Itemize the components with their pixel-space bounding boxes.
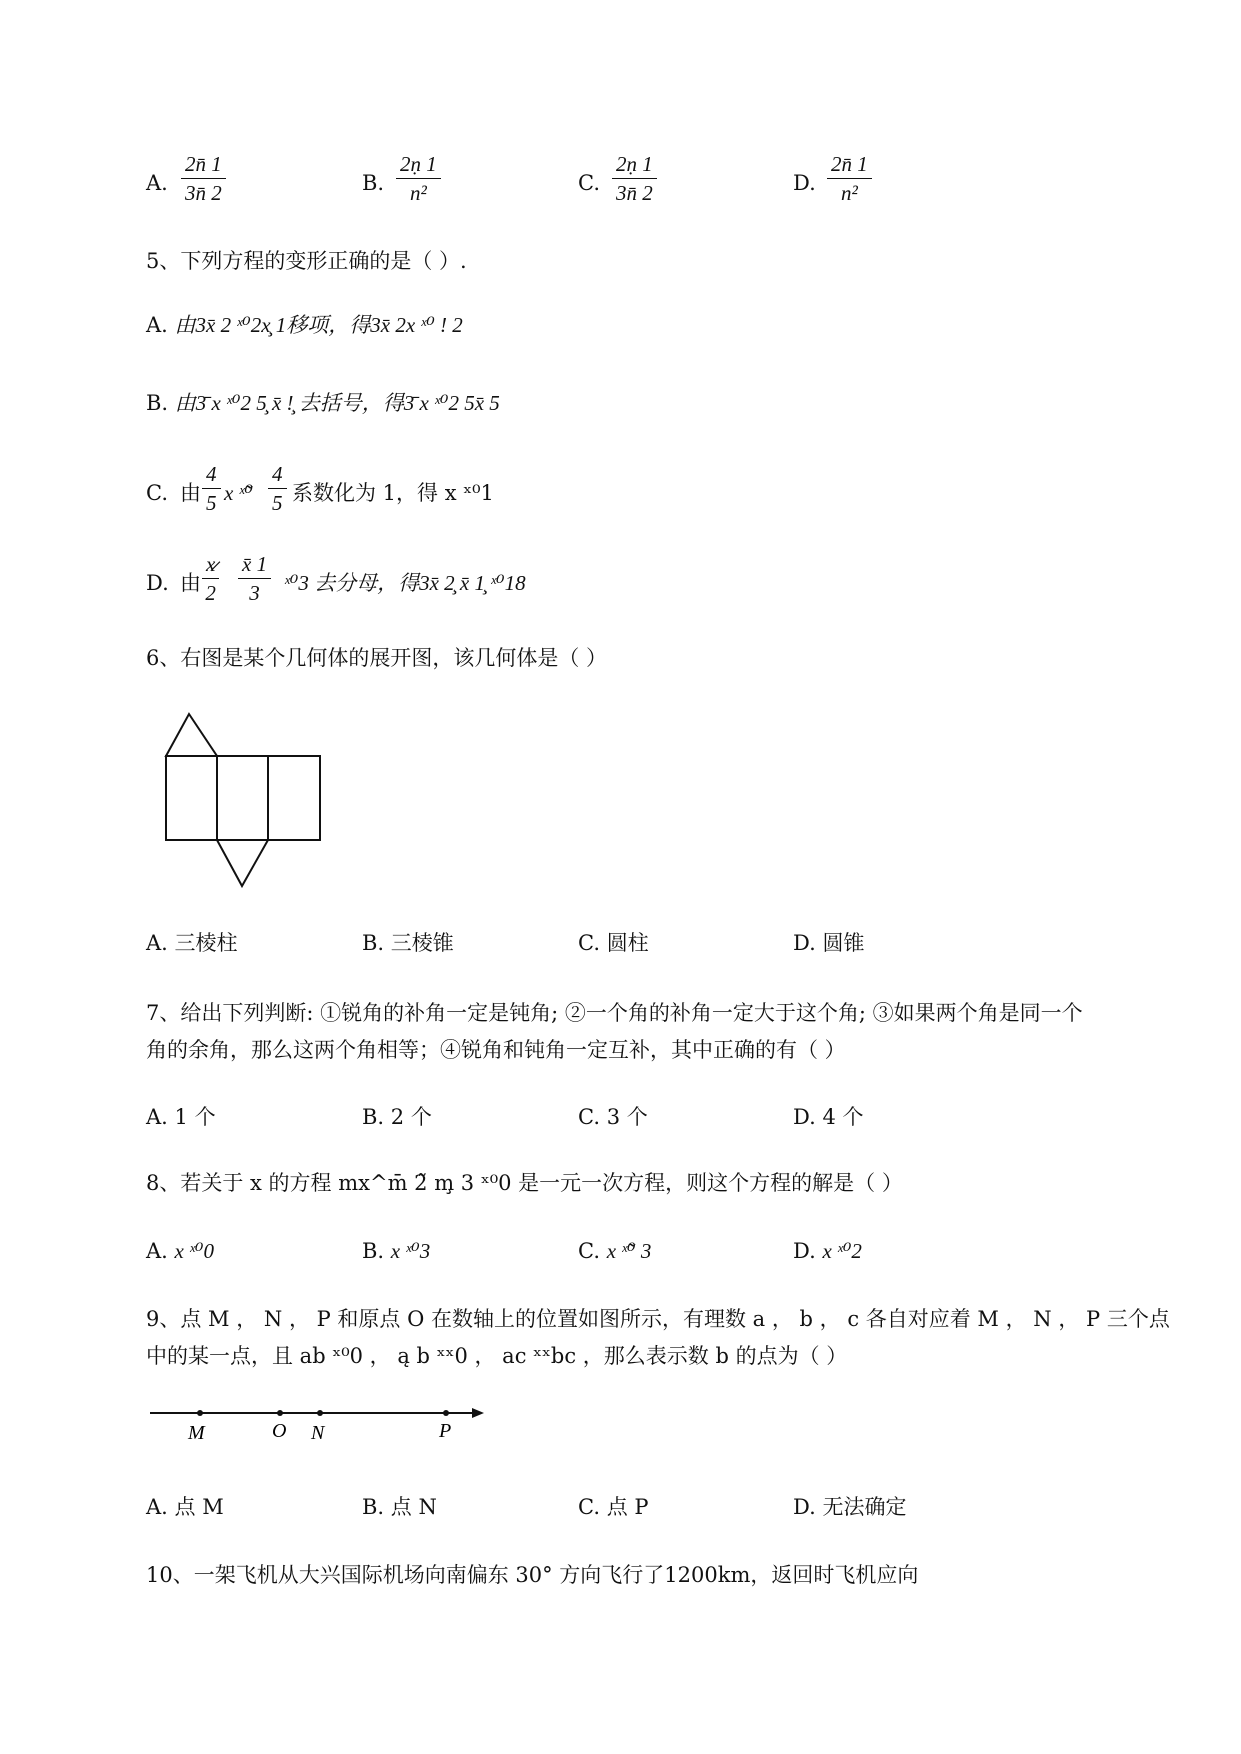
q5-option-c-fraction-1-num: 4 [202, 460, 221, 489]
point-m-dot [197, 1410, 203, 1416]
q7-stem-line-2: 角的余角，那么这两个角相等；④锐角和钝角一定互补，其中正确的有（ ） [146, 1038, 846, 1062]
point-p-dot [443, 1410, 449, 1416]
q5-option-d-fraction-1-num: x̷ [202, 550, 219, 579]
q7-option-b: B. 2 个 [362, 1105, 432, 1129]
net-rect-1 [166, 756, 217, 840]
point-p-label: P [439, 1420, 452, 1442]
q5-option-d-fraction-2 [238, 550, 271, 607]
q5-option-c-fraction-1-den: 5 [206, 491, 217, 515]
net-rect-2 [217, 756, 268, 840]
q4-option-d-numerator: 2n̄ 1 [827, 150, 872, 179]
q5-option-d-letter: D. [146, 571, 169, 595]
q4-option-b-denominator: n² [409, 181, 427, 205]
q5-option-a [146, 310, 463, 340]
q5-option-c-fraction-2-num: 4 [268, 460, 287, 489]
q4-option-a-letter: A. [146, 171, 168, 195]
number-line-diagram [148, 1398, 488, 1448]
q5-option-c-fraction-1 [202, 460, 221, 517]
q7-option-c: C. 3 个 [578, 1105, 648, 1129]
q5-stem: 5、下列方程的变形正确的是（ ）. [146, 249, 467, 273]
q5-option-d-post: ˣ⁰3 去分母，得3x̄ 2̧ x̄ 1̧ ˣ⁰18 [284, 571, 526, 595]
q4-option-d-denominator: n² [840, 181, 858, 205]
q5-option-d-fraction-1-den: 2 [205, 581, 216, 605]
q5-option-b [146, 388, 500, 418]
q7-stem-line-1: 7、给出下列判断: ①锐角的补角一定是钝角; ②一个角的补角一定大于这个角; ③如果两个角是同一个 [146, 1001, 1083, 1025]
q9-option-c: C. 点 P [578, 1495, 649, 1519]
q9-option-d: D. 无法确定 [793, 1495, 907, 1519]
q5-option-a-text: 由3x̄ 2 ˣ⁰2x̧ 1移项，得3x̄ 2x ˣ⁰ ! 2 [174, 313, 463, 337]
q9-option-b: B. 点 N [362, 1495, 437, 1519]
q4-option-b-numerator: 2ṇ 1 [396, 150, 441, 179]
number-line-arrow [472, 1408, 484, 1418]
q5-option-c-fraction-2 [268, 460, 287, 517]
q4-option-a-denominator: 3n̄ 2 [185, 181, 222, 205]
q6-stem: 6、右图是某个几何体的展开图，该几何体是（ ） [146, 646, 608, 670]
q4-option-c-denominator: 3n̄ 2 [616, 181, 653, 205]
q6-option-a: A. 三棱柱 [146, 931, 238, 955]
point-o-label: O [272, 1420, 287, 1442]
q5-option-c-mid: x ˣ̃⁰ [224, 481, 253, 505]
q4-option-b-fraction [396, 150, 441, 207]
q8-option-d: D. x ˣ⁰2 [793, 1239, 862, 1263]
q5-option-d-pre: 由 [180, 571, 201, 595]
q5-option-d-fraction-1 [202, 550, 219, 607]
point-n-dot [317, 1410, 323, 1416]
point-m-label: M [188, 1422, 205, 1444]
net-rect-3 [268, 756, 320, 840]
q5-option-c-fraction-2-den: 5 [272, 491, 283, 515]
q7-option-d: D. 4 个 [793, 1105, 864, 1129]
q7-option-a: A. 1 个 [146, 1105, 216, 1129]
q5-option-c-post: 系数化为 1，得 x ˣ⁰1 [292, 481, 494, 505]
q9-stem-line-1: 9、点 M ， N ， P 和原点 O 在数轴上的位置如图所示，有理数 a ， b ， c 各自对应着 M ， N ， P 三个点 [146, 1307, 1170, 1331]
q4-option-c-letter: C. [578, 171, 600, 195]
net-top-triangle [166, 714, 217, 756]
q10-stem: 10、一架飞机从大兴国际机场向南偏东 30° 方向飞行了1200km，返回时飞机应向 [146, 1563, 919, 1587]
q6-option-d: D. 圆锥 [793, 931, 865, 955]
net-bottom-triangle [217, 840, 268, 886]
q6-option-c: C. 圆柱 [578, 931, 649, 955]
q4-option-a-fraction [181, 150, 226, 207]
q8-option-b: B. x ˣ⁰3 [362, 1239, 431, 1263]
q5-option-d-fraction-2-num: x̄ 1 [238, 550, 271, 579]
q4-option-c-numerator: 2ṇ 1 [612, 150, 657, 179]
q4-option-c-fraction [612, 150, 657, 207]
q8-option-a: A. x ˣ⁰0 [146, 1239, 214, 1263]
q4-option-b-letter: B. [362, 171, 385, 195]
prism-net-diagram [160, 708, 330, 894]
q4-option-a-numerator: 2n̄ 1 [181, 150, 226, 179]
point-n-label: N [311, 1422, 325, 1444]
point-o-dot [277, 1410, 283, 1416]
q4-option-d-letter: D. [793, 171, 816, 195]
q5-option-d-fraction-2-den: 3 [249, 581, 260, 605]
q4-option-d-fraction [827, 150, 872, 207]
q5-option-b-text: 由3̄ x ˣ⁰2 5̧ x̄ !̧ 去括号，得3̄ x ˣ⁰2 5x̄ 5 [174, 391, 500, 415]
q8-option-c: C. x ˣ̃⁰ 3 [578, 1239, 652, 1263]
q9-stem-line-2: 中的某一点，且 ab ˣ⁰0 ， ą b ˣˣ0 ， ac ˣˣbc ，那么表示数 b 的点为（ ） [146, 1344, 848, 1368]
q8-stem: 8、若关于 x 的方程 mx^m̄ 2̃ m̧ 3 ˣ⁰0 是一元一次方程，则这个方程的解是（ ） [146, 1171, 903, 1195]
q5-option-c-letter: C. [146, 481, 168, 505]
q5-option-b-letter: B. [146, 391, 169, 415]
q9-option-a: A. 点 M [146, 1495, 224, 1519]
q5-option-a-letter: A. [146, 313, 168, 337]
q5-option-c-pre: 由 [180, 481, 201, 505]
q6-option-b: B. 三棱锥 [362, 931, 454, 955]
